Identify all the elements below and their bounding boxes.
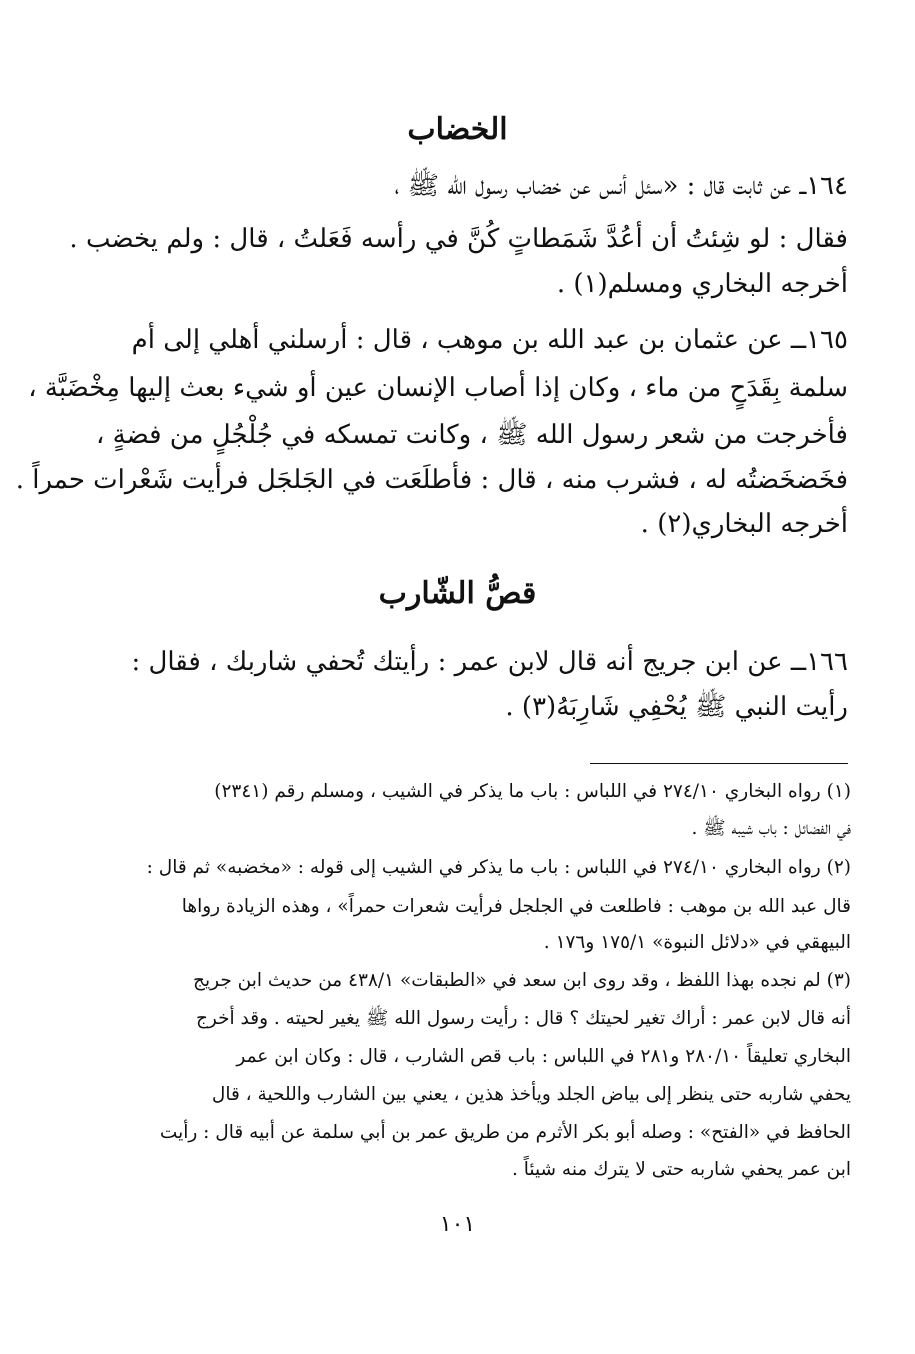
section-title-khidab: الخضاب bbox=[407, 112, 508, 147]
footnote-3-line-5: الحافظ في «الفتح» : وصله أبو بكر الأثرم من طريق عمر بن أبي سلمة عن أبيه قال : رأيت bbox=[159, 1122, 851, 1143]
footnote-separator bbox=[590, 763, 848, 764]
hadith-166-line-1: ١٦٦ــ عن ابن جريج أنه قال لابن عمر : رأيتك تُحفي شاربك ، فقال : bbox=[131, 647, 848, 677]
hadith-164-line-2: فقال : لو شِئتُ أن أعُدَّ شَمَطاتٍ كُنَّ في رأسه فَعَلتُ ، قال : ولم يخضب . bbox=[69, 224, 848, 254]
footnote-3-line-1: (٣) لم نجده بهذا اللفظ ، وقد روى ابن سعد في «الطبقات» ٤٣٨/١ من حديث ابن جريج bbox=[193, 970, 851, 991]
footnote-2-line-2: قال عبد الله بن موهب : فاطلعت في الجلجل فرأيت شعرات حمراً» ، وهذه الزيادة رواها bbox=[181, 896, 851, 917]
footnote-2-line-3: البيهقي في «دلائل النبوة» ١٧٥/١ و١٧٦ . bbox=[543, 932, 851, 953]
hadith-165-line-5: أخرجه البخاري(٢) . bbox=[640, 509, 848, 539]
hadith-166-line-2: رأيت النبي ﷺ يُحْفِي شَارِبَهُ(٣) . bbox=[505, 692, 848, 722]
footnote-3-line-4: يحفي شاربه حتى ينظر إلى بياض الجلد ويأخذ هذين ، يعني بين الشارب واللحية ، قال bbox=[211, 1084, 851, 1105]
footnote-1-line-2: في الفضائل : باب شيبه ﷺ . bbox=[691, 818, 851, 839]
footnote-3-line-3: البخاري تعليقاً ٢٨٠/١٠ و٢٨١ في اللباس : باب قص الشارب ، قال : وكان ابن عمر bbox=[236, 1046, 851, 1067]
hadith-164-line-3: أخرجه البخاري ومسلم(١) . bbox=[556, 269, 848, 299]
footnote-1-line-1: (١) رواه البخاري ٢٧٤/١٠ في اللباس : باب ما يذكر في الشيب ، ومسلم رقم (٢٣٤١) bbox=[214, 781, 851, 802]
hadith-165-line-4: فخَضخَضتُه له ، فشرب منه ، قال : فأطلَعَت في الجَلجَل فرأيت شَعْرات حمراً . bbox=[15, 465, 848, 495]
hadith-165-line-2: سلمة بِقَدَحٍ من ماء ، وكان إذا أصاب الإنسان عين أو شيء بعث إليها مِخْضَبَّة ، bbox=[28, 373, 848, 403]
footnote-3-line-2: أنه قال لابن عمر : أراك تغير لحيتك ؟ قال : رأيت رسول الله ﷺ يغير لحيته . وقد أخرج bbox=[195, 1008, 851, 1029]
footnote-2-line-1: (٢) رواه البخاري ٢٧٤/١٠ في اللباس : باب ما يذكر في الشيب إلى قوله : «مخضبه» ثم قال : bbox=[146, 857, 851, 878]
section-title-qass-asharib: قصُّ الشّارب bbox=[378, 576, 537, 611]
hadith-165-line-3: فأخرجت من شعر رسول الله ﷺ ، وكانت تمسكه في جُلْجُلٍ من فضةٍ ، bbox=[95, 420, 848, 450]
hadith-165-line-1: ١٦٥ــ عن عثمان بن عبد الله بن موهب ، قال : أرسلني أهلي إلى أم bbox=[131, 325, 848, 355]
footnote-3-line-6: ابن عمر يحفي شاربه حتى لا يترك منه شيئاً . bbox=[511, 1159, 851, 1180]
hadith-164-line-1: ١٦٤ــ عن ثابت قال : «سئل أنس عن خضاب رسول الله ﷺ ، bbox=[394, 171, 848, 201]
page-number: ١٠١ bbox=[439, 1212, 476, 1237]
